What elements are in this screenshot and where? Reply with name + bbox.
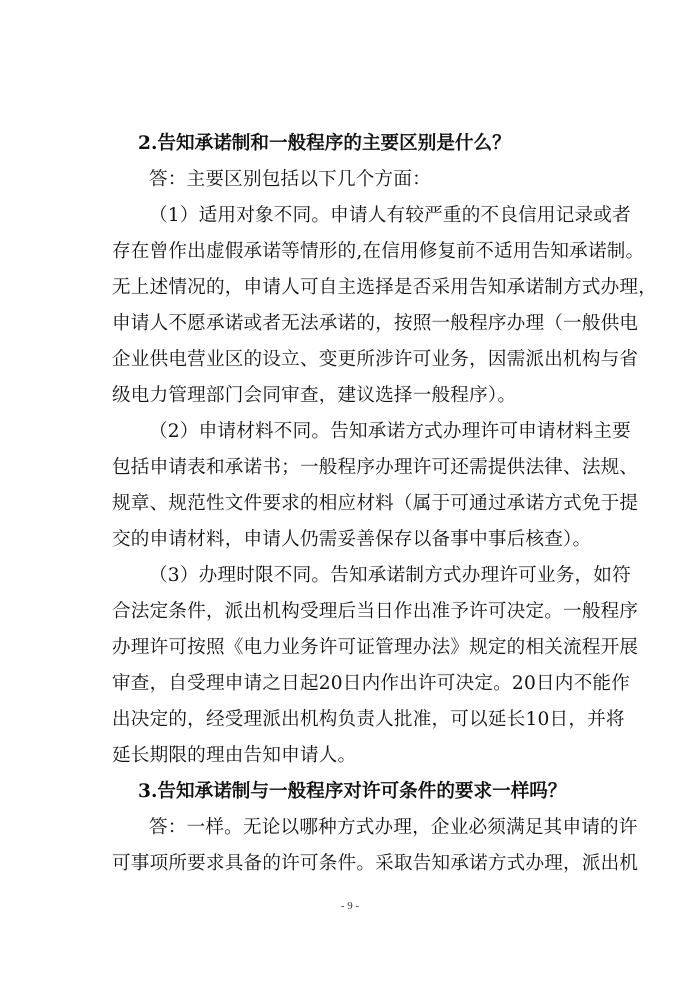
text-line: 包括申请表和承诺书；一般程序办理许可还需提供法律、法规、 <box>112 457 639 478</box>
section-heading: 2.告知承诺制和一般程序的主要区别是什么？ <box>138 133 511 154</box>
text-line: 交的申请材料，申请人仍需妥善保存以备事中事后核查）。 <box>112 529 592 550</box>
text-line: 答：一样。无论以哪种方式办理，企业必须满足其申请的许 <box>149 817 638 838</box>
paragraph <box>112 558 639 774</box>
text-line: 办理许可按照《电力业务许可证管理办法》规定的相关流程开展 <box>112 637 639 658</box>
text-line: 企业供电营业区的设立、变更所涉许可业务，因需派出机构与省 <box>112 349 639 370</box>
text-line: 规章、规范性文件要求的相应材料（属于可通过承诺方式免于提 <box>112 493 639 514</box>
text-line: 出决定的，经受理派出机构负责人批准，可以延长10日，并将 <box>112 709 625 730</box>
text-line: 答：主要区别包括以下几个方面： <box>149 169 431 190</box>
text-line: （3）办理时限不同。告知承诺制方式办理许可业务，如符 <box>149 565 631 586</box>
text-line: 存在曾作出虚假承诺等情形的,在信用修复前不适用告知承诺制。 <box>112 241 645 262</box>
paragraph <box>112 810 639 882</box>
text-line: 延长期限的理由告知申请人。 <box>112 745 357 766</box>
text-line: 可事项所要求具备的许可条件。采取告知承诺方式办理，派出机 <box>112 853 639 874</box>
text-line: （2）申请材料不同。告知承诺方式办理许可申请材料主要 <box>149 421 631 442</box>
text-line: 申请人不愿承诺或者无法承诺的，按照一般程序办理（一般供电 <box>112 313 639 334</box>
text-line: 合法定条件，派出机构受理后当日作出准予许可决定。一般程序 <box>112 601 639 622</box>
text-line: 级电力管理部门会同审查，建议选择一般程序）。 <box>112 385 517 406</box>
paragraph <box>112 414 639 558</box>
page-number: - 9 - <box>340 900 360 912</box>
paragraph <box>112 198 658 414</box>
text-line: 审查，自受理申请之日起20日内作出许可决定。20日内不能作 <box>112 673 630 694</box>
section-heading: 3.告知承诺制与一般程序对许可条件的要求一样吗？ <box>138 781 567 802</box>
document-body <box>112 126 658 882</box>
text-line: （1）适用对象不同。申请人有较严重的不良信用记录或者 <box>149 205 631 226</box>
text-line: 无上述情况的，申请人可自主选择是否采用告知承诺制方式办理， <box>112 277 658 298</box>
paragraph <box>112 162 588 198</box>
